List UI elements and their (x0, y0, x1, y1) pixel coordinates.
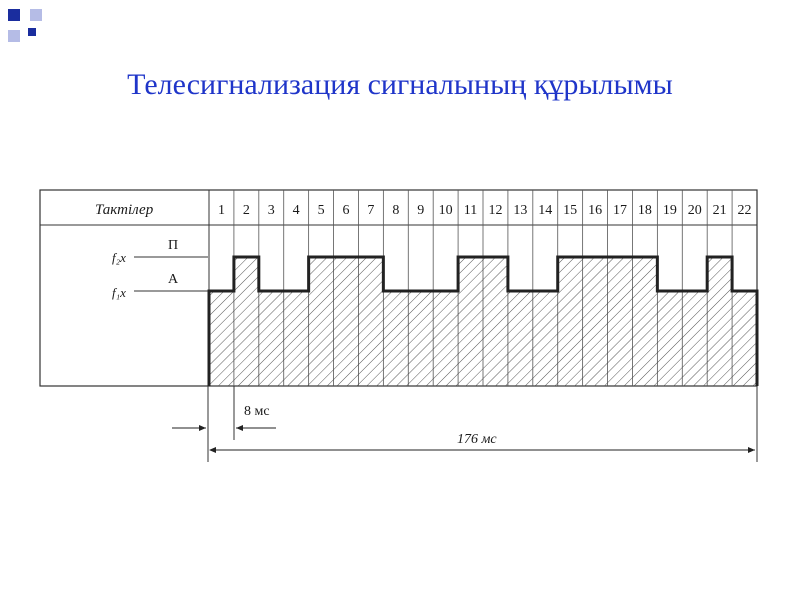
tact-number-label: 2 (242, 203, 250, 218)
tact-number-label: 13 (513, 203, 528, 218)
slide-title: Телесигнализация сигналының құрылымы (127, 68, 673, 101)
tact-number-label: 15 (563, 203, 578, 218)
signal-hatch-area (209, 257, 757, 386)
tact-number-label: 1 (217, 203, 225, 218)
tact-number-row (218, 203, 752, 218)
tact-number-label: 5 (317, 203, 325, 218)
tact-number-label: 6 (342, 203, 350, 218)
p-label: П (168, 238, 179, 253)
tact-number-label: 4 (292, 203, 300, 218)
tact-number-label: 12 (488, 203, 503, 218)
a-label: А (168, 272, 179, 287)
tacts-header-label: Тактілер (95, 202, 154, 218)
f2x-label: f₂x (112, 250, 126, 265)
f1x-label: f₁x (112, 285, 126, 300)
bit-time-label: 8 мс (244, 404, 270, 419)
total-time-label: 176 мс (457, 432, 497, 447)
tact-number-label: 16 (588, 203, 603, 218)
tact-number-label: 20 (687, 203, 702, 218)
tact-number-label: 9 (417, 203, 425, 218)
tact-number-label: 17 (613, 203, 627, 218)
tact-number-label: 22 (737, 203, 752, 218)
tact-number-label: 10 (438, 203, 453, 218)
tact-number-label: 18 (637, 203, 652, 218)
tact-number-label: 7 (367, 203, 375, 218)
tact-number-label: 11 (463, 203, 478, 218)
tact-number-label: 8 (392, 203, 400, 218)
tact-number-label: 3 (267, 203, 275, 218)
tact-number-label: 21 (712, 203, 727, 218)
tact-number-label: 19 (662, 203, 677, 218)
tact-number-label: 14 (538, 203, 553, 218)
